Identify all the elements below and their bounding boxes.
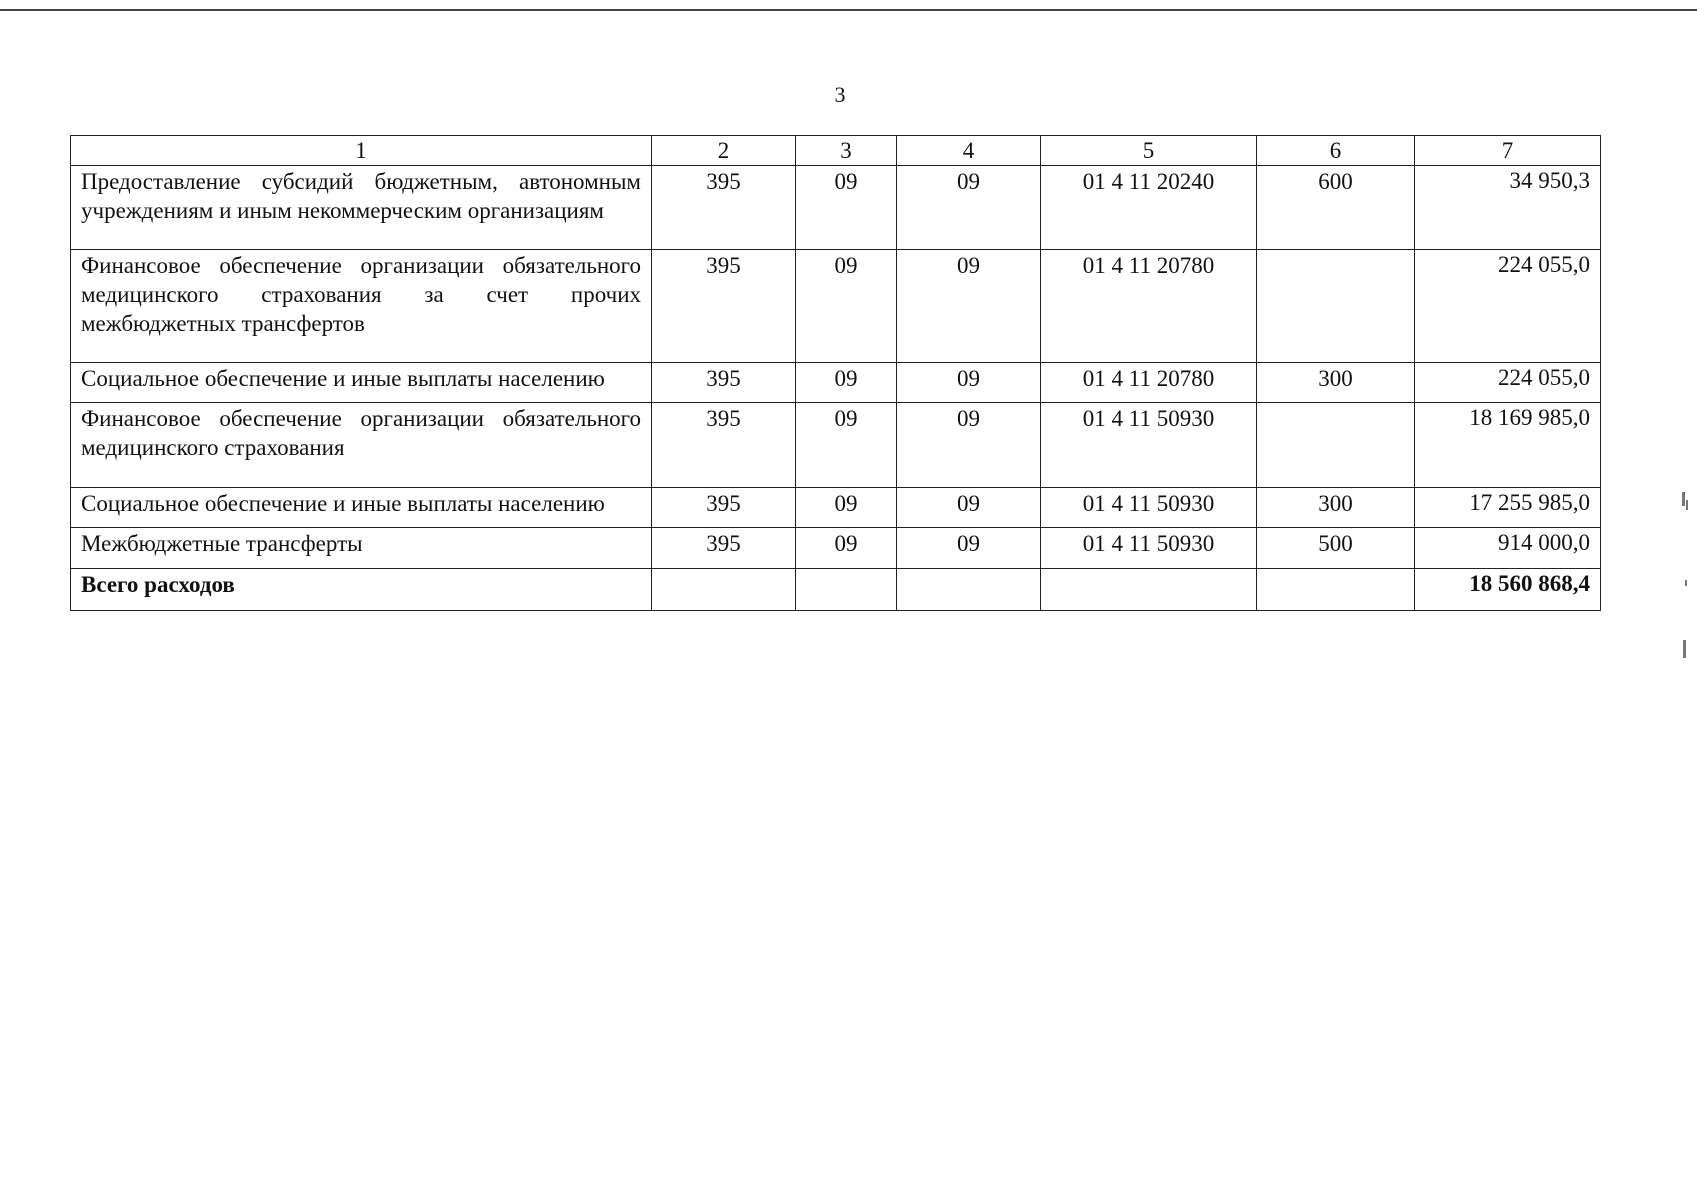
column-number: 1 bbox=[71, 136, 652, 166]
column-number: 4 bbox=[897, 136, 1041, 166]
column-number: 7 bbox=[1415, 136, 1601, 166]
expense-type-code: 300 bbox=[1257, 488, 1415, 528]
budget-table bbox=[70, 135, 1601, 611]
page-number: 3 bbox=[834, 82, 846, 107]
page-top-rule bbox=[0, 9, 1697, 11]
expense-name: Предоставление субсидий бюджетным, автономным учреждениям и иным некоммерческим организациям bbox=[71, 166, 652, 250]
expense-name: Межбюджетные трансферты bbox=[71, 528, 652, 569]
table-row bbox=[71, 363, 1601, 403]
expense-type-code bbox=[1257, 250, 1415, 363]
section-code: 09 bbox=[796, 403, 897, 488]
empty-cell bbox=[652, 569, 796, 611]
expense-type-code: 600 bbox=[1257, 166, 1415, 250]
column-number: 5 bbox=[1041, 136, 1257, 166]
amount: 17 255 985,0 bbox=[1415, 488, 1601, 528]
target-article-code: 01 4 11 20780 bbox=[1041, 250, 1257, 363]
grbs-code: 395 bbox=[652, 166, 796, 250]
amount: 224 055,0 bbox=[1415, 363, 1601, 403]
expense-type-code bbox=[1257, 403, 1415, 488]
total-row bbox=[71, 569, 1601, 611]
column-number: 2 bbox=[652, 136, 796, 166]
section-code: 09 bbox=[796, 250, 897, 363]
scan-speck bbox=[1685, 580, 1687, 586]
scan-speck bbox=[1682, 492, 1685, 506]
amount: 34 950,3 bbox=[1415, 166, 1601, 250]
subsection-code: 09 bbox=[897, 403, 1041, 488]
grbs-code: 395 bbox=[652, 488, 796, 528]
table-row bbox=[71, 166, 1601, 250]
grbs-code: 395 bbox=[652, 403, 796, 488]
section-code: 09 bbox=[796, 488, 897, 528]
total-amount: 18 560 868,4 bbox=[1415, 569, 1601, 611]
target-article-code: 01 4 11 20240 bbox=[1041, 166, 1257, 250]
empty-cell bbox=[1041, 569, 1257, 611]
column-number: 6 bbox=[1257, 136, 1415, 166]
grbs-code: 395 bbox=[652, 250, 796, 363]
total-label: Всего расходов bbox=[71, 569, 652, 611]
expense-name: Социальное обеспечение и иные выплаты населению bbox=[71, 363, 652, 403]
empty-cell bbox=[897, 569, 1041, 611]
expense-name: Финансовое обеспечение организации обязательного медицинского страхования за счет прочих межбюджетных трансфертов bbox=[71, 250, 652, 363]
scan-speck bbox=[1686, 500, 1688, 510]
grbs-code: 395 bbox=[652, 363, 796, 403]
target-article-code: 01 4 11 50930 bbox=[1041, 488, 1257, 528]
column-number: 3 bbox=[796, 136, 897, 166]
grbs-code: 395 bbox=[652, 528, 796, 569]
section-code: 09 bbox=[796, 363, 897, 403]
scan-speck bbox=[1683, 640, 1686, 658]
subsection-code: 09 bbox=[897, 250, 1041, 363]
empty-cell bbox=[1257, 569, 1415, 611]
table-row bbox=[71, 488, 1601, 528]
target-article-code: 01 4 11 20780 bbox=[1041, 363, 1257, 403]
table-row bbox=[71, 403, 1601, 488]
expense-type-code: 300 bbox=[1257, 363, 1415, 403]
section-code: 09 bbox=[796, 528, 897, 569]
expense-name: Социальное обеспечение и иные выплаты населению bbox=[71, 488, 652, 528]
subsection-code: 09 bbox=[897, 528, 1041, 569]
amount: 224 055,0 bbox=[1415, 250, 1601, 363]
table-row bbox=[71, 528, 1601, 569]
column-number-row bbox=[71, 136, 1601, 166]
table-row bbox=[71, 250, 1601, 363]
subsection-code: 09 bbox=[897, 363, 1041, 403]
expense-name: Финансовое обеспечение организации обязательного медицинского страхования bbox=[71, 403, 652, 488]
amount: 18 169 985,0 bbox=[1415, 403, 1601, 488]
subsection-code: 09 bbox=[897, 166, 1041, 250]
subsection-code: 09 bbox=[897, 488, 1041, 528]
target-article-code: 01 4 11 50930 bbox=[1041, 528, 1257, 569]
amount: 914 000,0 bbox=[1415, 528, 1601, 569]
empty-cell bbox=[796, 569, 897, 611]
expense-type-code: 500 bbox=[1257, 528, 1415, 569]
target-article-code: 01 4 11 50930 bbox=[1041, 403, 1257, 488]
section-code: 09 bbox=[796, 166, 897, 250]
